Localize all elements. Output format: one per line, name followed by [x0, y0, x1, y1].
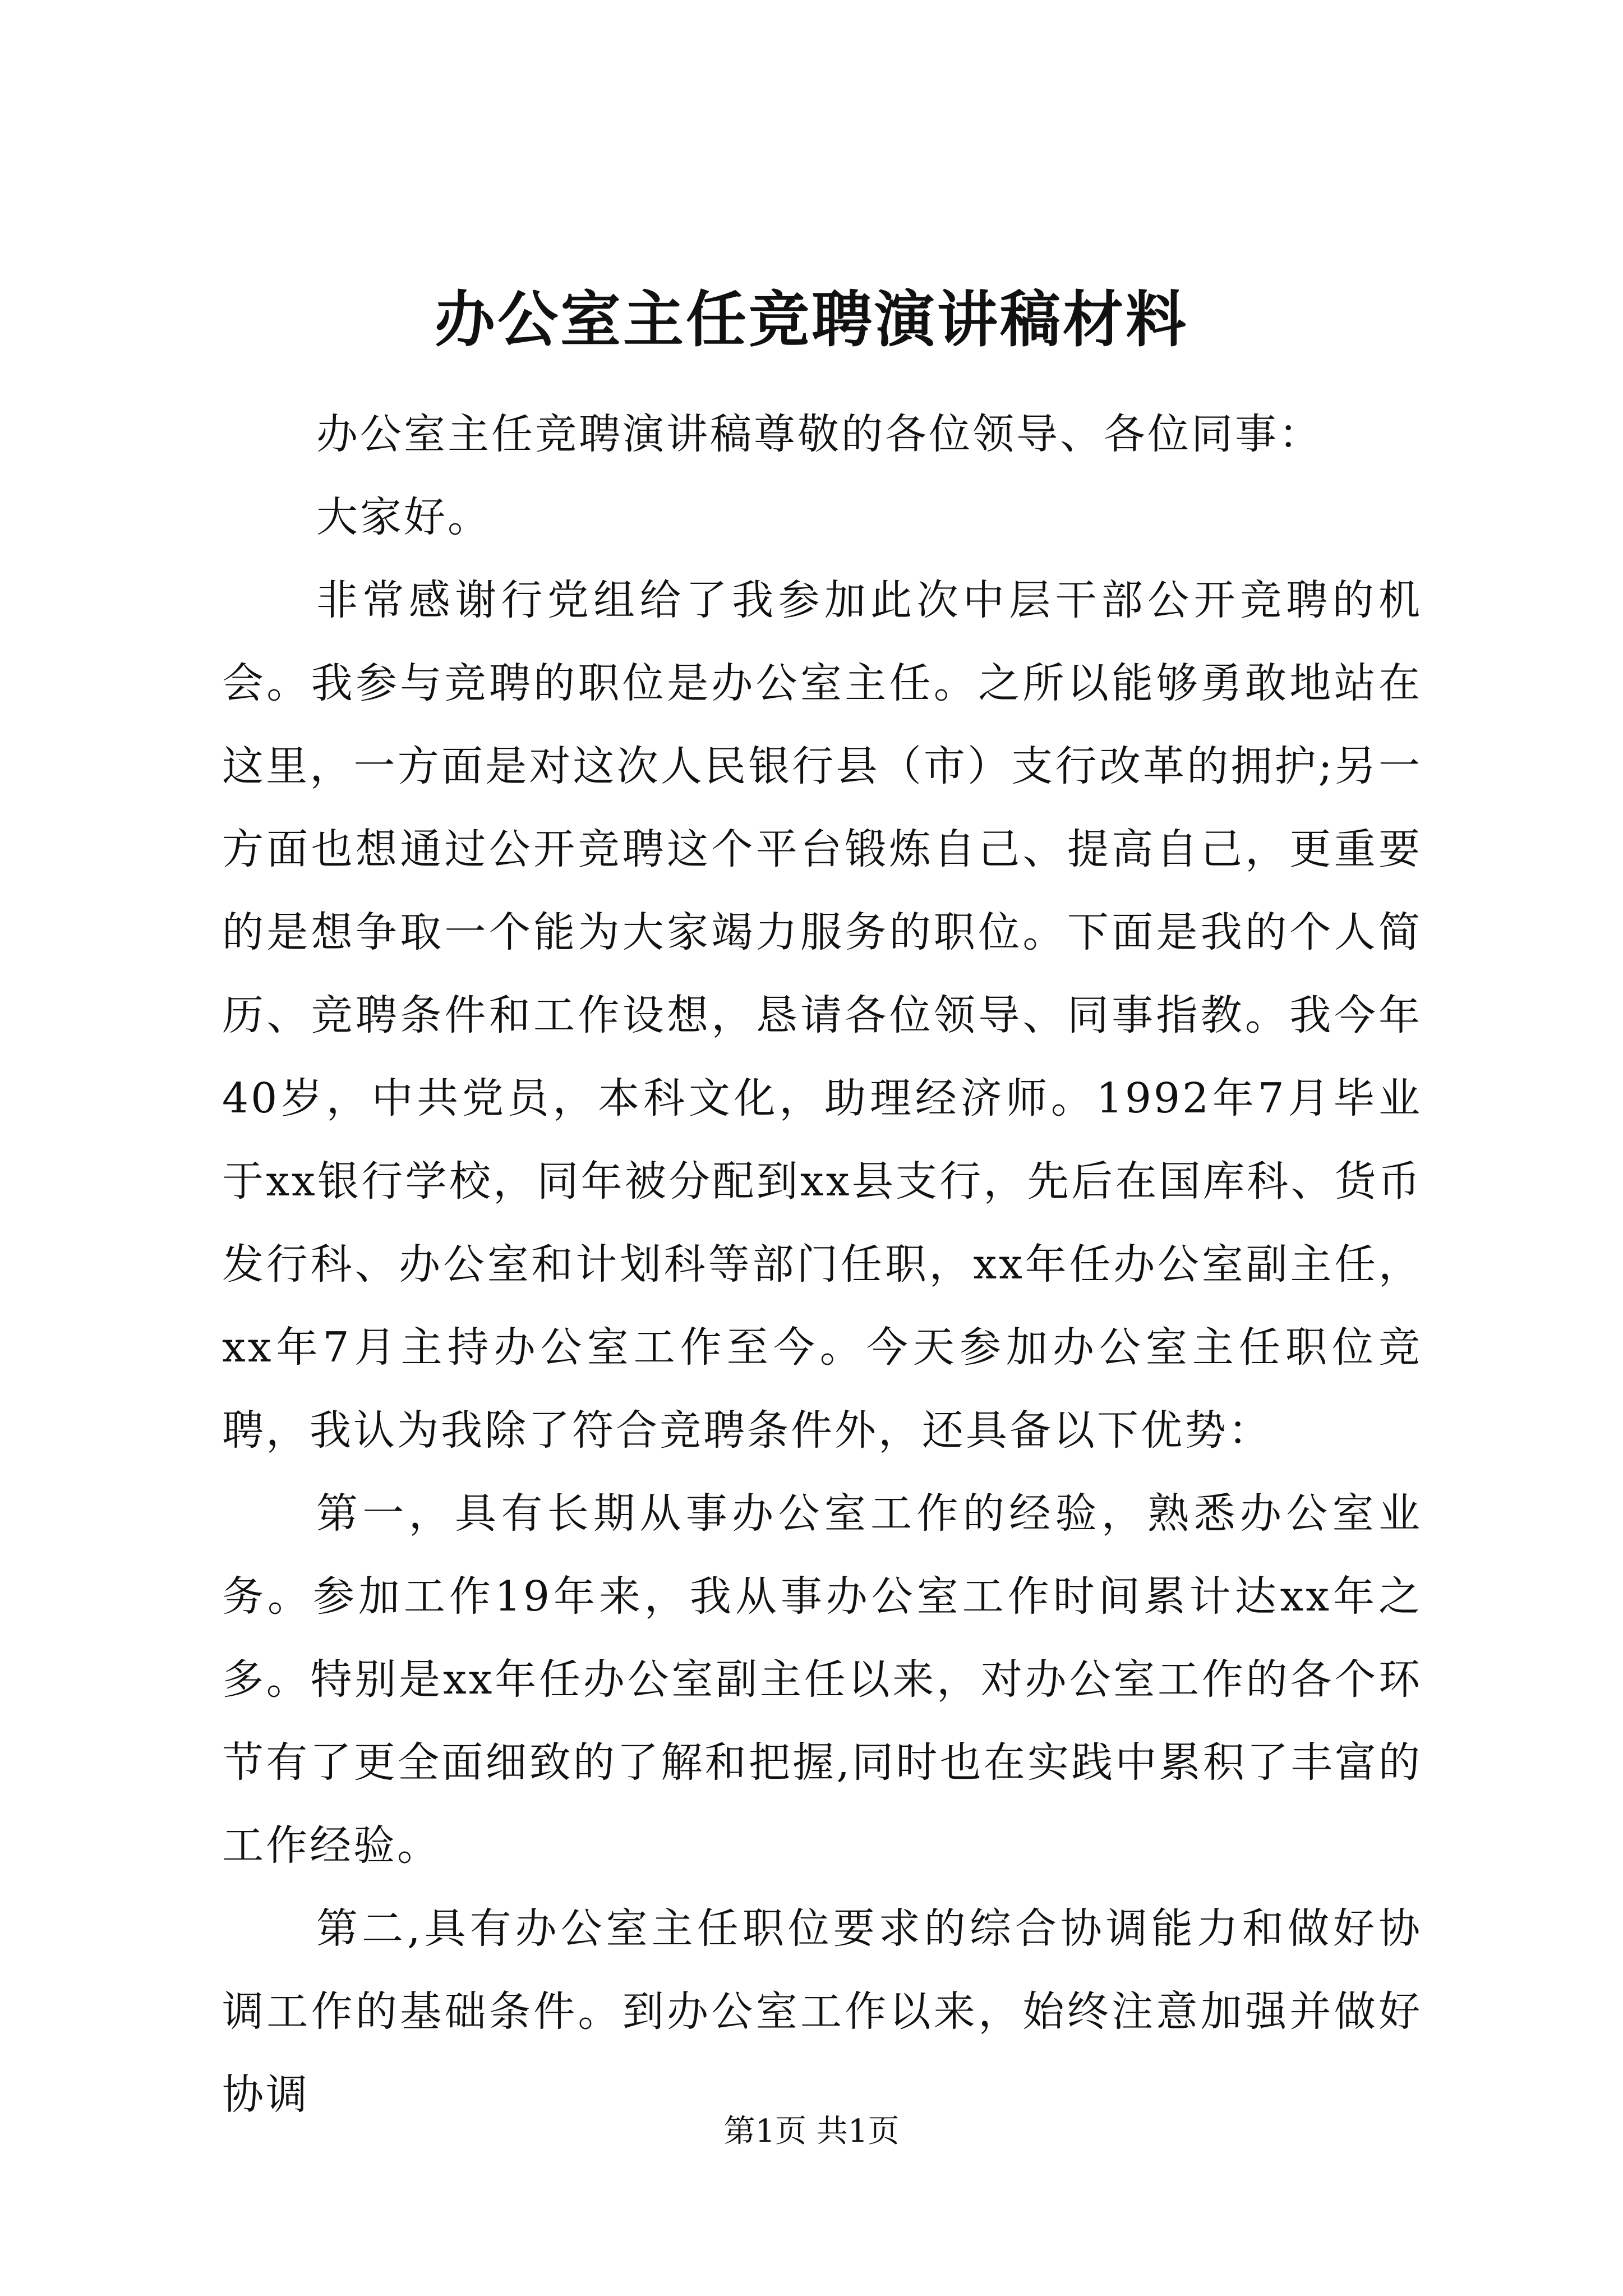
- salutation-paragraph: 办公室主任竞聘演讲稿尊敬的各位领导、各位同事：: [316, 410, 1322, 458]
- advantage-one-paragraph: 第一，具有长期从事办公室工作的经验，熟悉办公室业务。参加工作19年来，我从事办公室工作时间累计达xx年之多。特别是xx年任办公室副主任以来，对办公室工作的各个环节有了更全面细致的了解和把握,同时也在实践中累积了丰富的工作经验。: [222, 1489, 1422, 1870]
- advantage-two-paragraph: 第二,具有办公室主任职位要求的综合协调能力和做好协调工作的基础条件。到办公室工作以来，始终注意加强并做好协调: [222, 1904, 1422, 2119]
- introduction-paragraph: 非常感谢行党组给了我参加此次中层干部公开竞聘的机会。我参与竞聘的职位是办公室主任。之所以能够勇敢地站在这里，一方面是对这次人民银行县（市）支行改革的拥护;另一方面也想通过公开竞聘这个平台锻炼自己、提高自己，更重要的是想争取一个能为大家竭力服务的职位。下面是我的个人简历、竞聘条件和工作设想，恳请各位领导、同事指教。我今年40岁，中共党员，本科文化，助理经济师。1992年7月毕业于xx银行学校，同年被分配到xx县支行，先后在国库科、货币发行科、办公室和计划科等部门任职，xx年任办公室副主任，xx年7月主持办公室工作至今。今天参加办公室主任职位竞聘，我认为我除了符合竞聘条件外，还具备以下优势：: [222, 576, 1422, 1455]
- page-footer: 第1页 共1页: [723, 2113, 900, 2150]
- document-title: 办公室主任竞聘演讲稿材料: [434, 284, 1188, 355]
- greeting-paragraph: 大家好。: [316, 493, 491, 541]
- document-body: [222, 393, 1422, 2136]
